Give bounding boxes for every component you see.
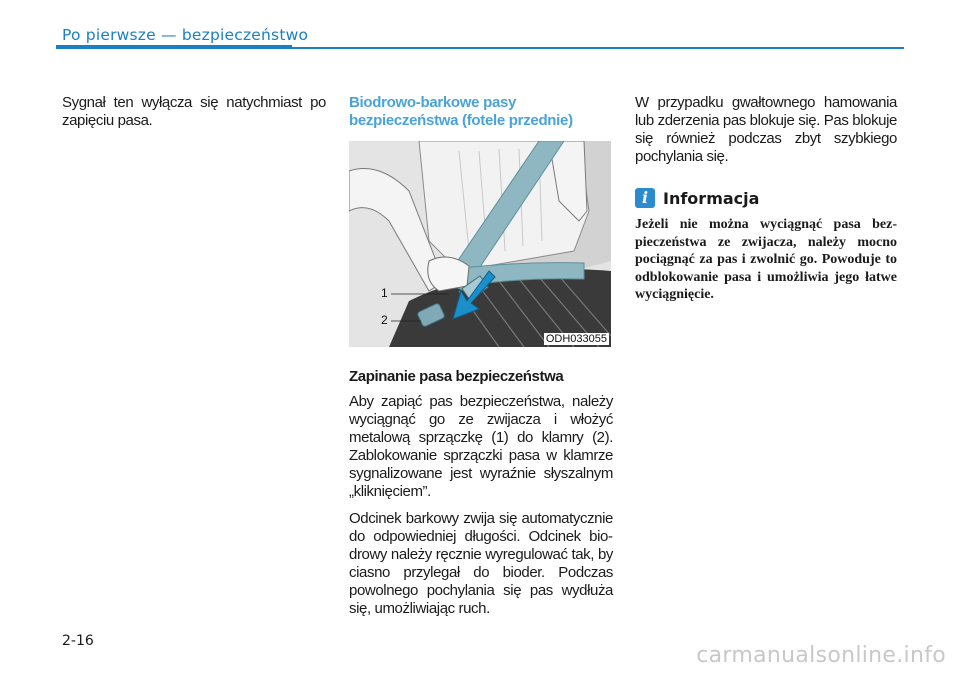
paragraph-signal-off: Sygnał ten wyłącza się natychmiast po zapięciu pasa. bbox=[62, 94, 326, 129]
column-left bbox=[62, 94, 326, 130]
section-heading-line2: bezpieczeństwa (fotele przednie) bbox=[349, 112, 573, 129]
section-heading bbox=[349, 94, 613, 130]
seatbelt-drawing bbox=[349, 141, 611, 347]
seatbelt-illustration bbox=[349, 141, 611, 347]
info-header bbox=[635, 188, 897, 208]
info-text: Jeżeli nie można wyciągnąć pasa bezpieczeństwa ze zwijacza, należy mocno pociągnąć za pas i zwolnić go. Powoduje to odblokowanie pasa i umożliwia jego łatwe wyciągnięcie. bbox=[635, 217, 897, 303]
callout-2: 2 bbox=[381, 313, 388, 327]
info-title: Informacja bbox=[663, 188, 760, 208]
section-title: Po pierwsze — bezpieczeństwo bbox=[62, 26, 309, 44]
paragraph-fastening: Aby zapiąć pas bezpieczeństwa, należy wyciągnąć go ze zwijacza i włożyć metalową sprzączkę (1) do klamry (2). Zablokowanie sprzączki pasa w klamrze sygnalizowane jest wyraźnie słyszalnym „kliknięciem”. bbox=[349, 393, 613, 500]
column-right bbox=[635, 94, 897, 304]
header-rule bbox=[292, 47, 904, 49]
watermark: carmanualsonline.info bbox=[696, 643, 946, 668]
figure-code: ODH033055 bbox=[545, 333, 607, 345]
page-number: 2-16 bbox=[62, 633, 94, 649]
paragraph-locking: W przypadku gwałtownego hamowania lub zderzenia pas blokuje się. Pas blokuje się również podczas zbyt szybkiego pochylania się. bbox=[635, 94, 897, 165]
paragraph-retraction: Odcinek barkowy zwija się automatycznie do odpowiedniej długości. Odcinek biodrowy należy ręcznie wyregulować tak, by ciasno przylegał do bioder. Podczas powolnego pochylania się pas wydłuża się, umożliwiając ruch. bbox=[349, 510, 613, 617]
header-rule-accent bbox=[56, 45, 292, 49]
column-middle bbox=[349, 94, 613, 618]
info-icon: i bbox=[635, 188, 655, 208]
section-heading-line1: Biodrowo-barkowe pasy bbox=[349, 94, 517, 111]
callout-1: 1 bbox=[381, 286, 388, 300]
sub-heading-fastening: Zapinanie pasa bezpieczeństwa bbox=[349, 368, 564, 385]
